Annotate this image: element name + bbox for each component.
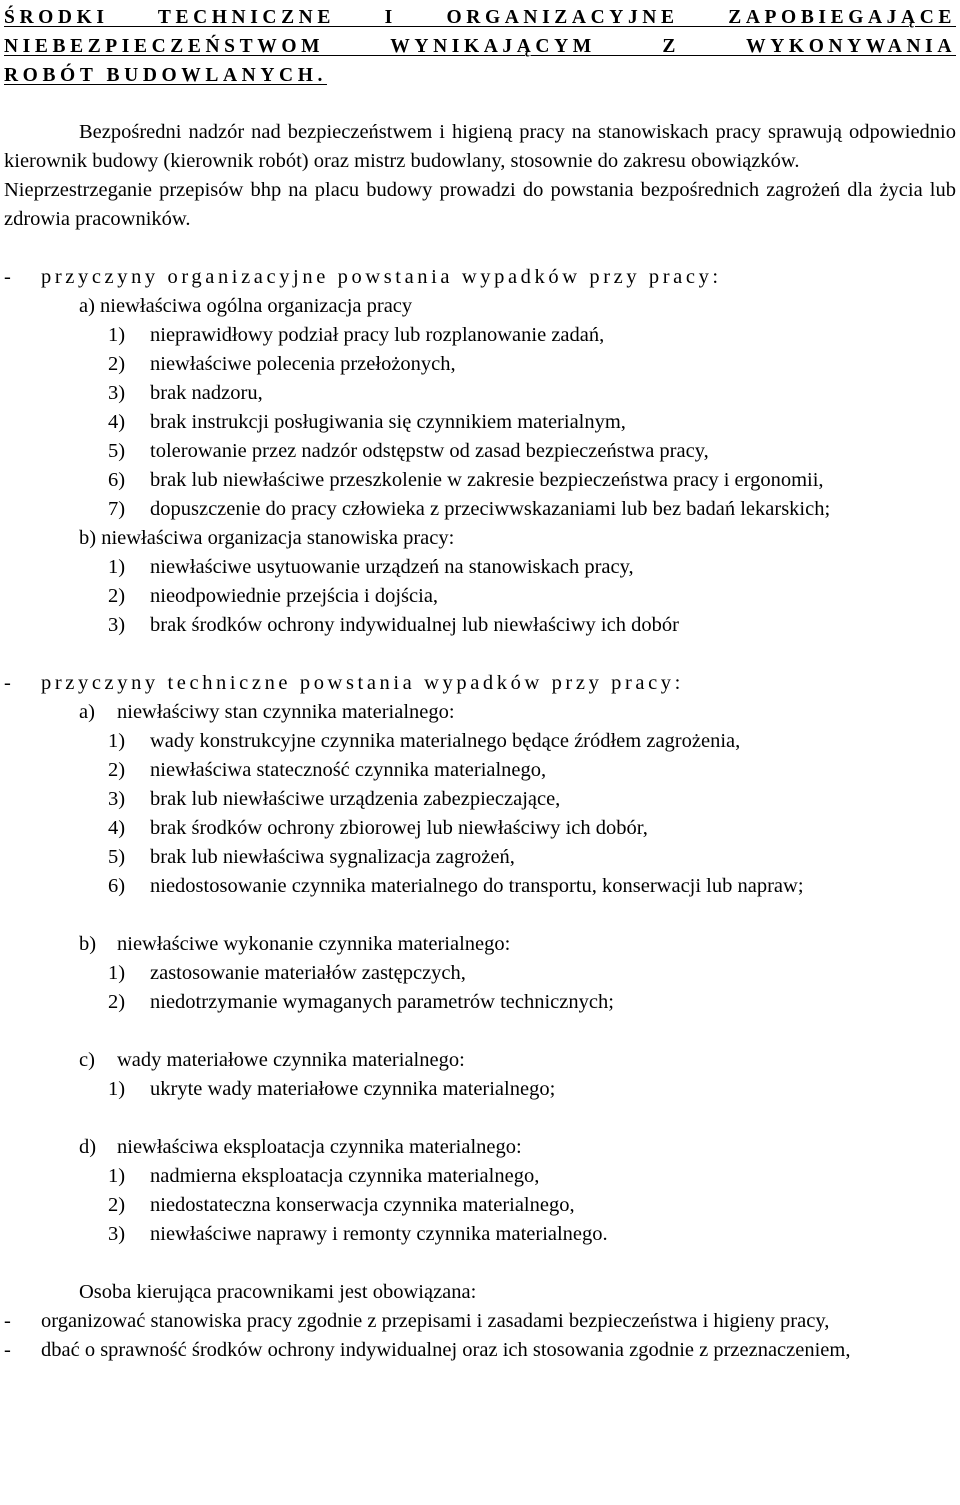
organizational-causes-heading (4, 263, 956, 292)
document-title (4, 0, 956, 90)
intro-paragraph-2: Nieprzestrzeganie przepisów bhp na placu budowy prowadzi do powstania bezpośrednich zagrożeń dla życia lub zdrowia pracowników. (4, 179, 956, 230)
list-item: 3) brak nadzoru, (108, 382, 263, 404)
heading-text: przyczyny techniczne powstania wypadków przy pracy: (41, 672, 684, 694)
intro-paragraph-1: Bezpośredni nadzór nad bezpieczeństwem i higieną pracy na stanowiskach pracy sprawują odpowiednio kierownik budowy (kierownik robót) oraz mistrz budowlany, stosownie do zakresu obowiązków. (4, 121, 956, 172)
list-item: 3) brak środków ochrony indywidualnej lub niewłaściwy ich dobór (108, 614, 679, 636)
heading-dash: - (4, 266, 11, 288)
list-item: 1) wady konstrukcyjne czynnika materialnego będące źródłem zagrożenia, (108, 730, 741, 752)
list-item: 2) niewłaściwe polecenia przełożonych, (108, 353, 456, 375)
list-item: 7) dopuszczenie do pracy człowieka z przeciwwskazaniami lub bez badań lekarskich; (108, 498, 831, 520)
list-item: 1) zastosowanie materiałów zastępczych, (108, 962, 466, 984)
title-line-3: ROBÓT BUDOWLANYCH. (4, 65, 327, 86)
list-item: 3) niewłaściwe naprawy i remonty czynnika materialnego. (108, 1223, 608, 1245)
list-item: 1) niewłaściwe usytuowanie urządzeń na stanowiskach pracy, (108, 556, 634, 578)
group-label: b) niewłaściwe wykonanie czynnika materialnego: (79, 933, 511, 955)
list-item: 2) niewłaściwa stateczność czynnika materialnego, (108, 759, 547, 781)
list-item: 6) brak lub niewłaściwe przeszkolenie w zakresie bezpieczeństwa pracy i ergonomii, (108, 469, 824, 491)
title-line-1: ŚRODKI TECHNICZNE I ORGANIZACYJNE ZAPOBIEGAJĄCE (4, 7, 956, 28)
list-item: 2) niedostateczna konserwacja czynnika materialnego, (108, 1194, 575, 1216)
list-item: 1) ukryte wady materiałowe czynnika materialnego; (108, 1078, 556, 1100)
list-item: - organizować stanowiska pracy zgodnie z przepisami i zasadami bezpieczeństwa i higieny pracy, (4, 1310, 830, 1332)
list-item: 2) niedotrzymanie wymaganych parametrów technicznych; (108, 991, 614, 1013)
list-item: - dbać o sprawność środków ochrony indywidualnej oraz ich stosowania zgodnie z przeznaczeniem, (4, 1339, 851, 1361)
list-item: 4) brak środków ochrony zbiorowej lub niewłaściwy ich dobór, (108, 817, 648, 839)
list-item: 4) brak instrukcji posługiwania się czynnikiem materialnym, (108, 411, 626, 433)
list-item: 6) niedostosowanie czynnika materialnego do transportu, konserwacji lub napraw; (108, 875, 804, 897)
document-page (4, 0, 956, 1365)
list-item: 5) brak lub niewłaściwa sygnalizacja zagrożeń, (108, 846, 515, 868)
list-item: 1) nieprawidłowy podział pracy lub rozplanowanie zadań, (108, 324, 605, 346)
group-label: a) niewłaściwy stan czynnika materialnego: (79, 701, 455, 723)
list-item: 3) brak lub niewłaściwe urządzenia zabezpieczające, (108, 788, 561, 810)
heading-dash: - (4, 672, 11, 694)
list-item: 1) nadmierna eksploatacja czynnika materialnego, (108, 1165, 540, 1187)
group-label: b) niewłaściwa organizacja stanowiska pracy: (79, 527, 455, 549)
list-item: 5) tolerowanie przez nadzór odstępstw od zasad bezpieczeństwa pracy, (108, 440, 709, 462)
list-item: 2) nieodpowiednie przejścia i dojścia, (108, 585, 439, 607)
group-label: a) niewłaściwa ogólna organizacja pracy (79, 295, 413, 317)
group-label: c) wady materiałowe czynnika materialnego: (79, 1049, 465, 1071)
title-line-2: NIEBEZPIECZEŃSTWOM WYNIKAJĄCYM Z WYKONYWANIA (4, 36, 956, 57)
group-label: d) niewłaściwa eksploatacja czynnika materialnego: (79, 1136, 522, 1158)
technical-causes-heading (4, 669, 956, 698)
heading-text: przyczyny organizacyjne powstania wypadków przy pracy: (41, 266, 722, 288)
duties-intro: Osoba kierująca pracownikami jest obowiązana: (79, 1281, 477, 1303)
